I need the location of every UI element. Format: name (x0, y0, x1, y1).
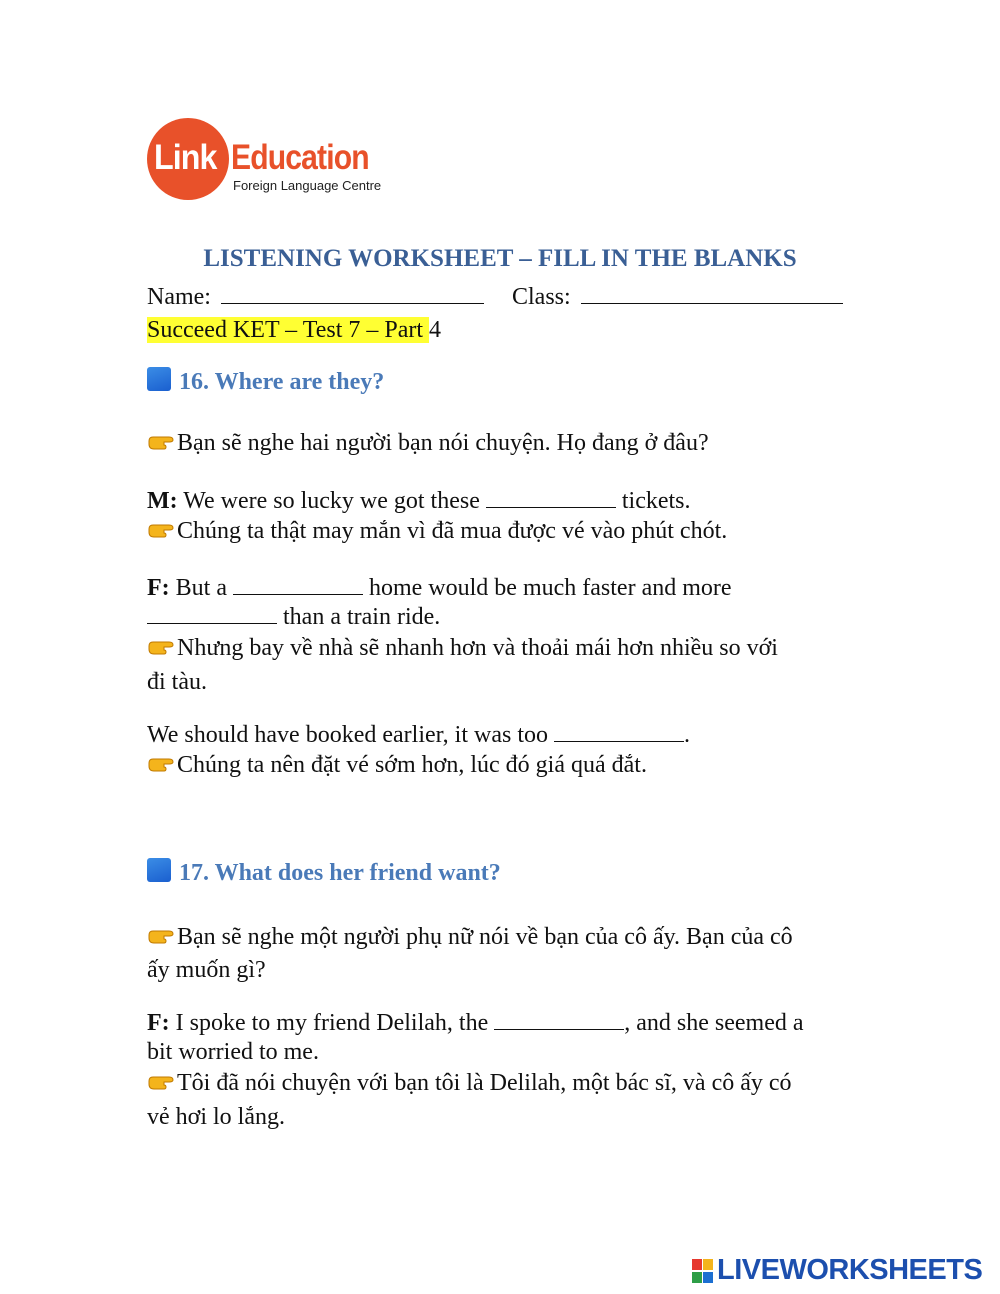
q17-f-after: , and she seemed a (624, 1010, 804, 1036)
q16-f-after: than a train ride. (277, 604, 441, 630)
q16-m-before: We were so lucky we got these (177, 488, 486, 514)
q16-f-before: But a (169, 575, 233, 601)
q16-f2-translation-text: Chúng ta nên đặt vé sớm hơn, lúc đó giá quá đắt. (177, 752, 647, 778)
pointing-hand-icon (147, 1072, 177, 1092)
q17-f-translation-text: Tôi đã nói chuyện với bạn tôi là Delilah, một bác sĩ, và cô ấy có (177, 1070, 792, 1096)
question-16-heading (147, 367, 384, 397)
pointing-hand-icon (147, 520, 177, 540)
question-17-intro-text: Bạn sẽ nghe một người phụ nữ nói về bạn của cô ấy. Bạn của cô (177, 924, 793, 950)
logo-tagline: Foreign Language Centre (233, 178, 382, 193)
class-label: Class: (511, 284, 571, 310)
blue-square-icon (147, 367, 171, 391)
name-class-line (147, 281, 843, 312)
speaker-f: F: (147, 1010, 170, 1036)
liveworksheets-logo-icon (692, 1258, 714, 1284)
pointing-hand-icon (147, 432, 177, 452)
q16-f-translation-line-2: đi tàu. (147, 669, 207, 695)
speaker-m: M: (147, 488, 178, 514)
q17-f-translation (147, 1068, 792, 1098)
q16-f-middle: home would be much faster and more (362, 575, 732, 601)
link-education-logo (145, 116, 395, 202)
q16-m-after: tickets. (615, 488, 691, 514)
pointing-hand-icon (147, 926, 177, 946)
question-17-intro (147, 922, 793, 952)
q17-f-translation-line-2: vẻ hơi lo lắng. (147, 1104, 285, 1130)
worksheet-title: LISTENING WORKSHEET – FILL IN THE BLANKS (203, 245, 797, 272)
q16-blank-3[interactable] (147, 601, 277, 624)
q16-f2-after: . (684, 722, 690, 748)
q16-f2-line (147, 719, 690, 750)
q16-f-line (147, 572, 732, 603)
test-reference (147, 315, 441, 345)
pointing-hand-icon (147, 637, 177, 657)
q16-m-line (147, 485, 691, 516)
q16-f-translation (147, 633, 778, 663)
name-field[interactable] (221, 281, 484, 304)
question-16-text: 16. Where are they? (179, 369, 385, 395)
q16-m-translation (147, 516, 727, 546)
logo-word-link: Link (154, 138, 217, 177)
q16-f-line-2 (147, 601, 440, 632)
liveworksheets-wordmark: LIVEWORKSHEETS (717, 1254, 983, 1286)
logo-word-education: Education (231, 138, 369, 177)
speaker-f: F: (147, 575, 170, 601)
q16-f-translation-text: Nhưng bay về nhà sẽ nhanh hơn và thoải mái hơn nhiều so với (177, 635, 778, 661)
question-17-intro-line-2: ấy muốn gì? (147, 957, 266, 983)
q17-blank-1[interactable] (494, 1007, 624, 1030)
q16-blank-1[interactable] (486, 485, 616, 508)
blue-square-icon (147, 858, 171, 882)
class-field[interactable] (581, 281, 843, 304)
q16-m-translation-text: Chúng ta thật may mắn vì đã mua được vé vào phút chót. (177, 518, 728, 544)
name-label: Name: (147, 284, 211, 310)
q17-f-before: I spoke to my friend Delilah, the (169, 1010, 495, 1036)
test-reference-highlight: Succeed KET – Test 7 – Part (147, 317, 430, 343)
liveworksheets-brand (692, 1254, 982, 1286)
q16-blank-2[interactable] (233, 572, 363, 595)
q17-f-line-2: bit worried to me. (147, 1039, 319, 1065)
q16-f2-before: We should have booked earlier, it was too (147, 722, 554, 748)
test-reference-part: 4 (429, 317, 442, 343)
pointing-hand-icon (147, 754, 177, 774)
q17-f-line (147, 1007, 804, 1038)
question-17-text: 17. What does her friend want? (179, 860, 501, 886)
question-16-intro-text: Bạn sẽ nghe hai người bạn nói chuyện. Họ đang ở đâu? (177, 430, 709, 456)
question-17-heading (147, 858, 501, 888)
question-16-intro (147, 428, 709, 458)
q16-f2-translation (147, 750, 647, 780)
q16-blank-4[interactable] (554, 719, 684, 742)
